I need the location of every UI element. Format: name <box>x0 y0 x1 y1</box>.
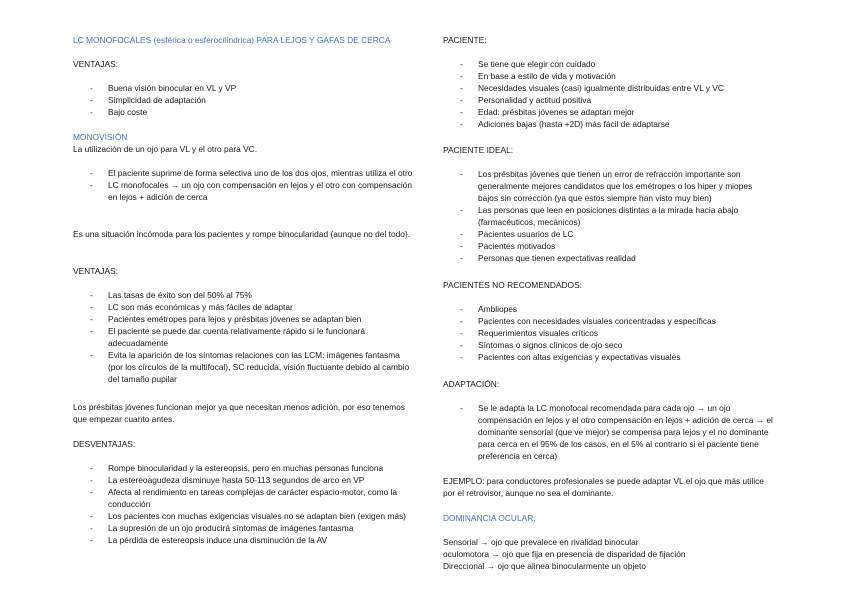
no-recomendados-heading: PACIENTES NO RECOMENDADOS: <box>443 280 582 290</box>
ventajas2-heading: VENTAJAS: <box>73 266 118 276</box>
list-item: - Bajo coste <box>73 106 413 118</box>
dominancia-lines <box>443 536 773 572</box>
list-item: - Afecta al rendimiento en tareas complejas de carácter espacio-motor, como la conducción <box>73 486 413 510</box>
list-item: - La pérdida de estereopsis induce una disminución de la AV <box>73 534 413 546</box>
list-item: - Las tasas de éxito son del 50% al 75% <box>73 289 413 301</box>
no-recomendados-list <box>443 303 773 363</box>
paciente-list <box>443 58 773 130</box>
list-item: - Las personas que leen en posiciones distintas a la mirada hacia abajo (farmacéuticos, mecánicos) <box>443 204 773 228</box>
list-item: - LC son más económicas y más fáciles de adaptar <box>73 301 413 313</box>
list-item: - La estereoagudeza disminuye hasta 50-113 segundos de arco en VP <box>73 474 413 486</box>
ejemplo-paragraph: EJEMPLO: para conductores profesionales se puede adaptar VL el ojo que más utilice por el retrovisor, aunque no sea el dominante. <box>443 476 764 498</box>
dominancia-heading: DOMINANCIA OCULAR: <box>443 513 536 523</box>
section-title-lc-monofocales: LC MONOFOCALES (esférica o esferocilíndrica) PARA LEJOS Y GAFAS DE CERCA <box>73 35 391 45</box>
dominancia-line: Sensorial → ojo que prevalece en rivalidad binocular <box>443 537 639 547</box>
list-item: - Pacientes con altas exigencias y expectativas visuales <box>443 351 773 363</box>
dominancia-line: oculomotora → ojo que fija en presencia de disparidad de fijación <box>443 549 686 559</box>
list-item: - Necesidades visuales (casi) igualmente distribuidas entre VL y VC <box>443 82 773 94</box>
list-item: - Se tiene que elegir con cuidado <box>443 58 773 70</box>
paciente-heading: PACIENTE: <box>443 35 487 45</box>
ventajas-heading: VENTAJAS: <box>73 59 118 69</box>
list-item: - Pacientes motivados <box>443 240 773 252</box>
paciente-ideal-heading: PACIENTE IDEAL: <box>443 145 514 155</box>
ventajas-list <box>73 82 413 118</box>
list-item: - Buena visión binocular en VL y VP <box>73 82 413 94</box>
desventajas-list <box>73 462 413 546</box>
list-item: - Se le adapta la LC monofocal recomendada para cada ojo → un ojo compensación en lejos y el otro compensación en lejos + adición de cerca → el dominante sensorial (que ve mejor) se compensa para lejos y el no dominante para cerca en el 95% de los casos, en el 5% al contrario si el paciente tiene preferencia en cerca) <box>443 402 773 462</box>
list-item: - Adiciones bajas (hasta +2D) más fácil de adaptarse <box>443 118 773 130</box>
presbitas-paragraph: Los présbitas jóvenes funcionan mejor ya que necesitan menos adición, por eso tenemos que empezar cuanto antes. <box>73 402 405 424</box>
list-item: - Los pacientes con muchas exigencias visuales no se adaptan bien (exigen más) <box>73 510 413 522</box>
adaptacion-list <box>443 402 773 462</box>
list-item: - Pacientes usuarios de LC <box>443 228 773 240</box>
monovision-list <box>73 167 413 203</box>
list-item: - Evita la aparición de los síntomas relaciones con las LCM: imágenes fantasma (por los círculos de la multifocal), SC reducida, visión fluctuante debido al cambio del tamaño pupilar <box>73 349 413 385</box>
monovision-heading: MONOVISIÓN <box>73 132 128 142</box>
list-item: - Rompe binocularidad y la estereopsis, pero en muchas personas funciona <box>73 462 413 474</box>
desventajas-heading: DESVENTAJAS: <box>73 439 136 449</box>
situacion-paragraph: Es una situación incómoda para los pacientes y rompe binocularidad (aunque no del todo). <box>73 229 411 239</box>
list-item: - El paciente suprime de forma selectiva uno de los dos ojos, mientras utiliza el otro <box>73 167 413 179</box>
adaptacion-heading: ADAPTACIÓN: <box>443 379 500 389</box>
monovision-intro: La utilización de un ojo para VL y el otro para VC. <box>73 144 258 154</box>
list-item: - LC monofocales → un ojo con compensación en lejos y el otro con compensación en lejos + adición de cerca <box>73 179 413 203</box>
list-item: - La supresión de un ojo producirá síntomas de imágenes fantasma <box>73 522 413 534</box>
list-item: - Pacientes emétropes para lejos y présbitas jóvenes se adaptan bien <box>73 313 413 325</box>
list-item: - Los présbitas jóvenes que tienen un error de refracción importante son generalmente mejores candidatos que los emétropes o los hiper y miopes bajos sin corrección (ya que estos siempre han visto muy bien) <box>443 168 773 204</box>
list-item: - Requerimientos visuales críticos <box>443 327 773 339</box>
list-item: - Edad: présbitas jóvenes se adaptan mejor <box>443 106 773 118</box>
list-item: - El paciente se puede dar cuenta relativamente rápido si le funcionará adecuadamente <box>73 325 413 349</box>
list-item: - Personas que tienen expectativas realidad <box>443 252 773 264</box>
list-item: - Personalidad y actitud positiva <box>443 94 773 106</box>
paciente-ideal-list <box>443 168 773 264</box>
list-item: - Simplicidad de adaptación <box>73 94 413 106</box>
list-item: - Síntomas o signos clínicos de ojo seco <box>443 339 773 351</box>
list-item: - Pacientes con necesidades visuales concentradas y específicas <box>443 315 773 327</box>
ventajas2-list <box>73 289 413 385</box>
list-item: - En base a estilo de vida y motivación <box>443 70 773 82</box>
dominancia-line: Direccional → ojo que alinea binocularmente un objeto <box>443 561 646 571</box>
list-item: - Ambliopes <box>443 303 773 315</box>
